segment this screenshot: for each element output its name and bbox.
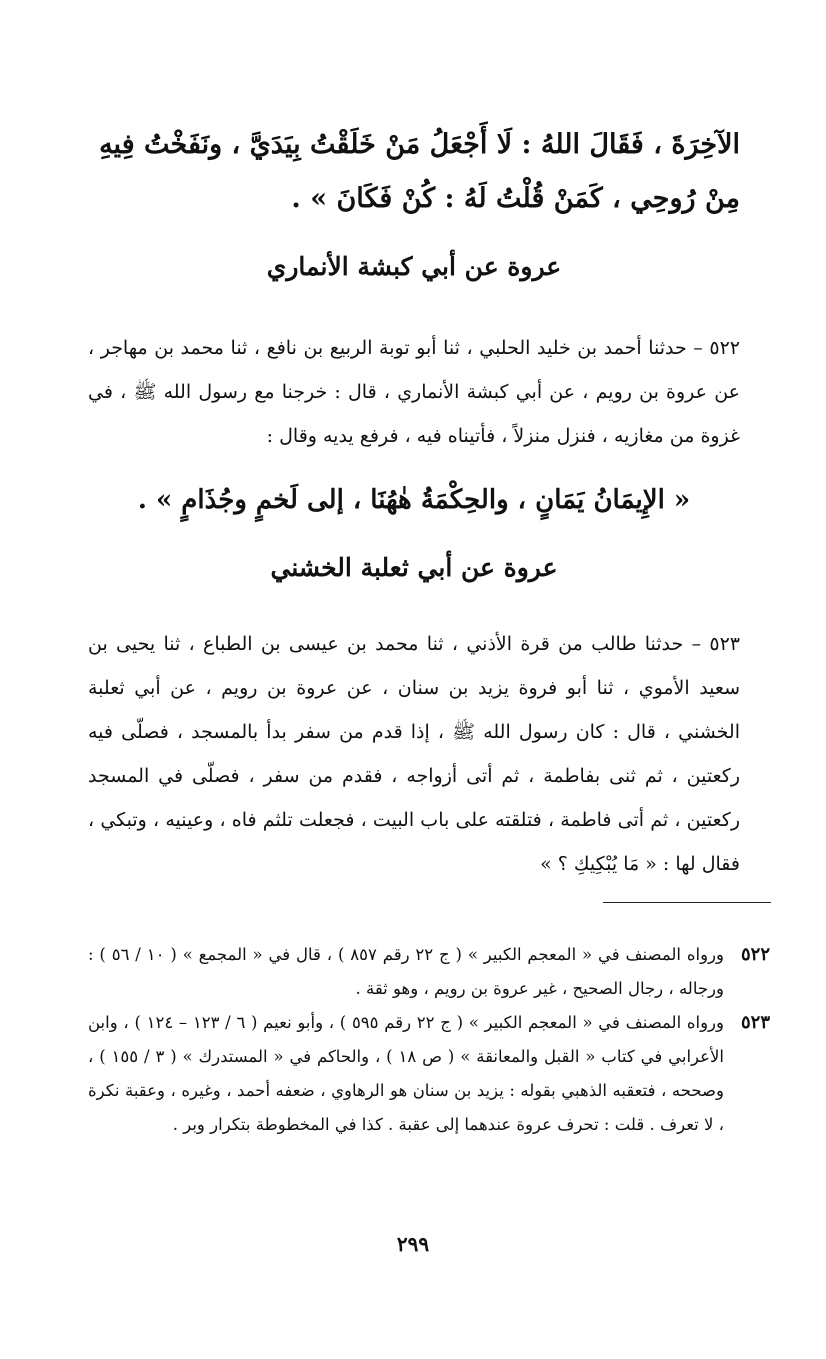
footnote-text: ورواه المصنف في « المعجم الكبير » ( ج ٢٢ رقم ٨٥٧ ) ، قال في « المجمع » ( ١٠ / ٥٦ ) : ورجاله ، رجال الصحيح ، غير عروة بن رويم ، وهو ثقة .: [88, 945, 724, 998]
hadith-paragraph-523: ٥٢٣ – حدثنا طالب من قرة الأذني ، ثنا محمد بن عيسى بن الطباع ، ثنا يحيى بن سعيد الأموي ، ثنا أبو فروة يزيد بن سنان ، عن عروة بن رويم ، عن أبي ثعلبة الخشني ، قال : كان رسول الله ﷺ ، إذا قدم من سفر بدأ بالمسجد ، فصلّى فيه ركعتين ، ثم ثنى بفاطمة ، ثم أتى أزواجه ، فقدم من سفر ، فصلّى في المسجد ركعتين ، ثم أتى فاطمة ، فتلقته على باب البيت ، فجعلت تلثم فاه ، وعينيه ، وتبكي ، فقال لها : « مَا يُبْكِيكِ ؟ »: [88, 633, 741, 875]
top-quote: الآخِرَةَ ، فَقَالَ اللهُ : لَا أَجْعَلُ مَنْ خَلَقْتُ بِيَدَيَّ ، ونَفَخْتُ فِيهِ مِنْ رُوحِي ، كَمَنْ قُلْتُ لَهُ : كُنْ فَكَانَ » .: [99, 129, 740, 214]
page-number: ٢٩٩: [396, 1232, 430, 1256]
footnote-text: ورواه المصنف في « المعجم الكبير » ( ج ٢٢ رقم ٥٩٥ ) ، وأبو نعيم ( ٦ / ١٢٣ – ١٢٤ ) ، وابن الأعرابي في كتاب « القبل والمعانقة » ( ص ١٨ ) ، والحاكم في « المستدرك » ( ٣ / ١٥٥ ) ، وصححه ، فتعقبه الذهبي بقوله : يزيد بن سنان هو الرهاوي ، ضعفه أحمد ، وغيره ، وعقبة نكرة ، لا تعرف . قلت : تحرف عروة عندهما إلى عقبة . كذا في المخطوطة بتكرار وبر .: [88, 1013, 724, 1134]
footnote-number: ٥٢٣: [740, 1012, 770, 1033]
footnote-522: [88, 938, 770, 1006]
section-heading-abu-kabsha: عروة عن أبي كبشة الأنماري: [266, 252, 562, 281]
hadith-paragraph-522: ٥٢٢ – حدثنا أحمد بن خليد الحلبي ، ثنا أبو توبة الربيع بن نافع ، ثنا محمد بن مهاجر ، عن عروة بن رويم ، عن أبي كبشة الأنماري ، قال : خرجنا مع رسول الله ﷺ ، في غزوة من مغازيه ، فنزل منزلاً ، فأتيناه فيه ، فرفع يديه وقال :: [88, 337, 740, 447]
footnote-523: [88, 1006, 770, 1142]
section-heading-abu-thalaba: عروة عن أبي ثعلبة الخشني: [270, 553, 558, 582]
footnotes: [88, 938, 770, 1142]
footnote-number: ٥٢٢: [740, 944, 770, 965]
hadith-text-522: « الإِيمَانُ يَمَانٍ ، والحِكْمَةُ هٰهُنَا ، إلى لَخمٍ وجُذَامٍ » .: [137, 485, 691, 515]
footnote-divider: [603, 902, 771, 903]
